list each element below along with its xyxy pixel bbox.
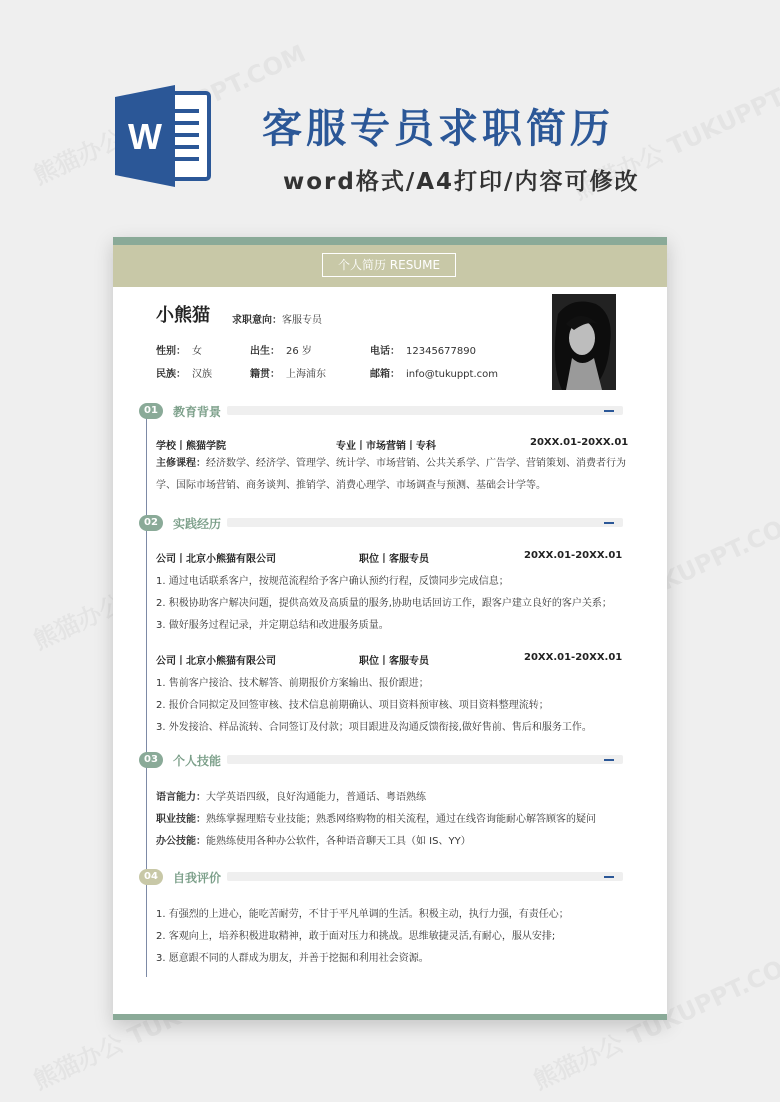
birth-field: 出生： 26 岁 — [250, 346, 312, 357]
section-number: 01 — [139, 403, 163, 419]
skill-item: 职业技能：熟练掌握理赔专业技能；熟悉网络购物的相关流程，通过在线咨询能耐心解答顾客的疑问 — [156, 814, 596, 825]
job-company: 公司丨北京小熊猫有限公司 — [156, 554, 276, 565]
school: 学校丨熊猫学院 — [156, 441, 226, 452]
email-field: 邮箱： info@tukuppt.com — [370, 369, 498, 380]
evaluation-item: 1. 有强烈的上进心，能吃苦耐劳，不甘于平凡单调的生活。积极主动，执行力强，有责任心； — [156, 909, 569, 920]
collapse-dash-icon — [604, 876, 614, 878]
job-company: 公司丨北京小熊猫有限公司 — [156, 656, 276, 667]
collapse-dash-icon — [604, 522, 614, 524]
evaluation-item: 3. 愿意跟不同的人群成为朋友，并善于挖掘和利用社会资源。 — [156, 953, 429, 964]
section-number: 04 — [139, 869, 163, 885]
job-item: 2. 积极协助客户解决问题，提供高效及高质量的服务,协助电话回访工作，跟客户建立良好的客户关系； — [156, 598, 612, 609]
edu-period: 20XX.01-20XX.01 — [530, 437, 629, 448]
section-title-education: 教育背景 — [173, 405, 222, 419]
skill-item: 办公技能：能熟练使用各种办公软件，各种语音聊天工具（如 IS、YY） — [156, 836, 471, 847]
job-item: 2. 报价合同拟定及回签审核、技术信息前期确认、项目资料预审核、项目资料整理流转； — [156, 700, 549, 711]
job-position: 职位丨客服专员 — [359, 656, 429, 667]
evaluation-item: 2. 客观向上，培养积极进取精神，敢于面对压力和挑战。思维敏捷灵活,有耐心，服从安排; — [156, 931, 556, 942]
page-subtitle: word格式/A4打印/内容可修改 — [283, 169, 640, 195]
word-icon-letter: W — [128, 116, 162, 157]
resume-sheet — [113, 237, 667, 1020]
phone-field: 电话： 12345677890 — [370, 346, 476, 357]
job-period: 20XX.01-20XX.01 — [524, 550, 623, 561]
profile-photo — [552, 294, 616, 390]
origin-field: 籍贯： 上海浦东 — [250, 369, 326, 380]
section-divider — [227, 872, 623, 881]
job-item: 1. 通过电话联系客户，按规范流程给予客户确认预约行程，反馈同步完成信息； — [156, 576, 509, 587]
resume-header-band — [113, 245, 667, 287]
section-title-evaluation: 自我评价 — [173, 871, 222, 885]
section-divider — [227, 518, 623, 527]
section-number: 03 — [139, 752, 163, 768]
job-item: 1. 售前客户接洽、技术解答、前期报价方案输出、报价跟进； — [156, 678, 429, 689]
courses: 主修课程：经济数学、经济学、管理学、统计学、市场营销、公共关系学、广告学、营销策划、消费者行为学、国际市场营销、商务谈判、推销学、消费心理学、市场调查与预测、基础会计学等。 — [156, 458, 626, 491]
bottom-accent-bar — [113, 1014, 667, 1020]
section-title-experience: 实践经历 — [173, 517, 222, 531]
resume-tag: 个人简历 RESUME — [322, 253, 456, 277]
job-period: 20XX.01-20XX.01 — [524, 652, 623, 663]
page-title: 客服专员求职简历 — [262, 106, 614, 152]
major: 专业丨市场营销丨专科 — [336, 441, 436, 452]
candidate-name: 小熊猫 — [156, 305, 210, 326]
section-number: 02 — [139, 515, 163, 531]
skill-item: 语言能力：大学英语四级，良好沟通能力，普通话、粤语熟练 — [156, 792, 426, 803]
job-position: 职位丨客服专员 — [359, 554, 429, 565]
job-intent-label: 求职意向： — [232, 315, 282, 326]
top-accent-bar — [113, 237, 667, 245]
job-intent — [232, 311, 322, 326]
job-item: 3. 做好服务过程记录，并定期总结和改进服务质量。 — [156, 620, 389, 631]
job-item: 3. 外发接洽、样品流转、合同签订及付款；项目跟进及沟通反馈衔接,做好售前、售后和服务工作。 — [156, 722, 592, 733]
section-title-skills: 个人技能 — [173, 754, 222, 768]
section-divider — [227, 406, 623, 415]
word-document-icon — [113, 83, 218, 189]
collapse-dash-icon — [604, 759, 614, 761]
ethnic-field: 民族： 汉族 — [156, 369, 212, 380]
section-divider — [227, 755, 623, 764]
job-intent-value: 客服专员 — [282, 315, 322, 326]
collapse-dash-icon — [604, 410, 614, 412]
timeline-line — [146, 411, 147, 977]
gender-field: 性别： 女 — [156, 346, 202, 357]
